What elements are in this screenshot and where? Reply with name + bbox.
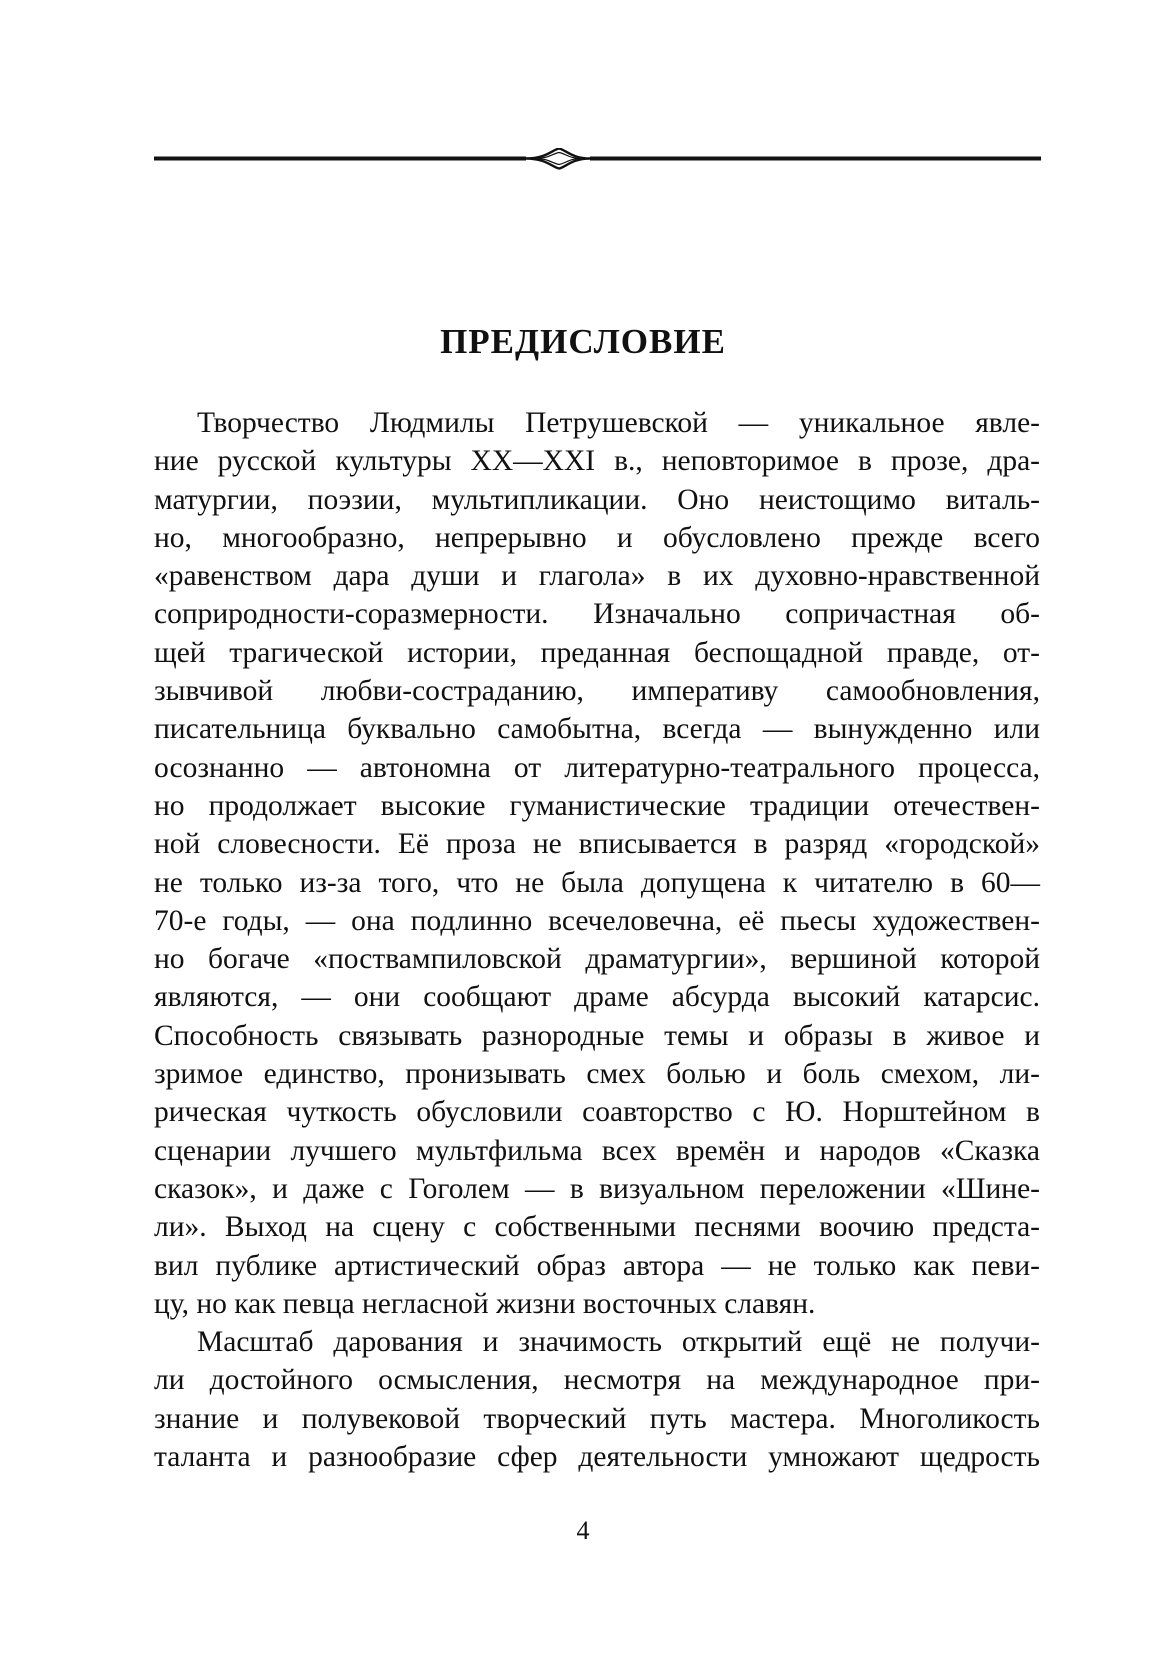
text-line: ли достойного осмысления, несмотря на международное при-	[154, 1364, 1040, 1397]
text-line: Творчество Людмилы Петрушевской — уникальное явле-	[197, 407, 1040, 439]
text-line: но продолжает высокие гуманистические традиции отечествен-	[154, 789, 1040, 822]
text-line: ной словесности. Её проза не вписывается в разряд «городской»	[154, 828, 1040, 861]
text-line: соприродности-соразмерности. Изначально сопричастная об-	[154, 598, 1040, 631]
diamond-ornament-icon	[526, 149, 590, 169]
text-line: 70-е годы, — она подлинно всечеловечна, её пьесы художествен-	[154, 904, 1040, 937]
page-number: 4	[576, 1516, 590, 1545]
text-line: рическая чуткость обусловили соавторство с Ю. Норштейном в	[154, 1096, 1040, 1129]
text-line: таланта и разнообразие сфер деятельности умножают щедрость	[154, 1441, 1040, 1474]
text-line: ние русской культуры XX—XXI в., неповторимое в прозе, дра-	[154, 445, 1040, 478]
text-line: ли». Выход на сцену с собственными песнями воочию предста-	[154, 1211, 1040, 1244]
header-ornament-divider	[154, 148, 1041, 190]
text-line: но, многообразно, непрерывно и обусловлено прежде всего	[154, 521, 1040, 554]
text-line: являются, — они сообщают драме абсурда высокий катарсис.	[154, 981, 1040, 1014]
text-line: но богаче «поствампиловской драматургии», вершиной которой	[154, 943, 1040, 976]
text-line: сценарии лучшего мультфильма всех времён и народов «Сказка	[154, 1134, 1040, 1167]
text-line: вил публике артистический образ автора — не только как певи-	[154, 1249, 1040, 1282]
paragraph	[154, 1323, 1040, 1476]
text-line: зывчивой любви-состраданию, императиву самообновления,	[154, 675, 1040, 708]
text-line: писательница буквально самобытна, всегда — вынужденно или	[154, 713, 1040, 746]
text-line: «равенством дара души и глагола» в их духовно-нравственной	[154, 560, 1040, 593]
text-line: Способность связывать разнородные темы и образы в живое и	[154, 1019, 1040, 1052]
body-text	[154, 404, 1040, 1476]
text-line: цу, но как певца негласной жизни восточных славян.	[154, 1287, 816, 1320]
text-line: матургии, поэзии, мультипликации. Оно неистощимо виталь-	[154, 483, 1040, 516]
text-line: осознанно — автономна от литературно-театрального процесса,	[154, 751, 1040, 784]
text-line: не только из-за того, что не была допущена к читателю в 60—	[154, 866, 1040, 899]
text-line: знание и полувековой творческий путь мастера. Многоликость	[154, 1402, 1040, 1435]
text-line: Масштаб дарования и значимость открытий ещё не получи-	[197, 1326, 1040, 1359]
text-line: зримое единство, пронизывать смех болью и боль смехом, ли-	[154, 1058, 1040, 1091]
text-line: щей трагической истории, преданная беспощадной правде, от-	[154, 636, 1040, 669]
page-title: ПРЕДИСЛОВИЕ	[440, 322, 726, 361]
text-line: сказок», и даже с Гоголем — в визуальном переложении «Шине-	[154, 1172, 1040, 1205]
paragraph	[154, 404, 1040, 1323]
